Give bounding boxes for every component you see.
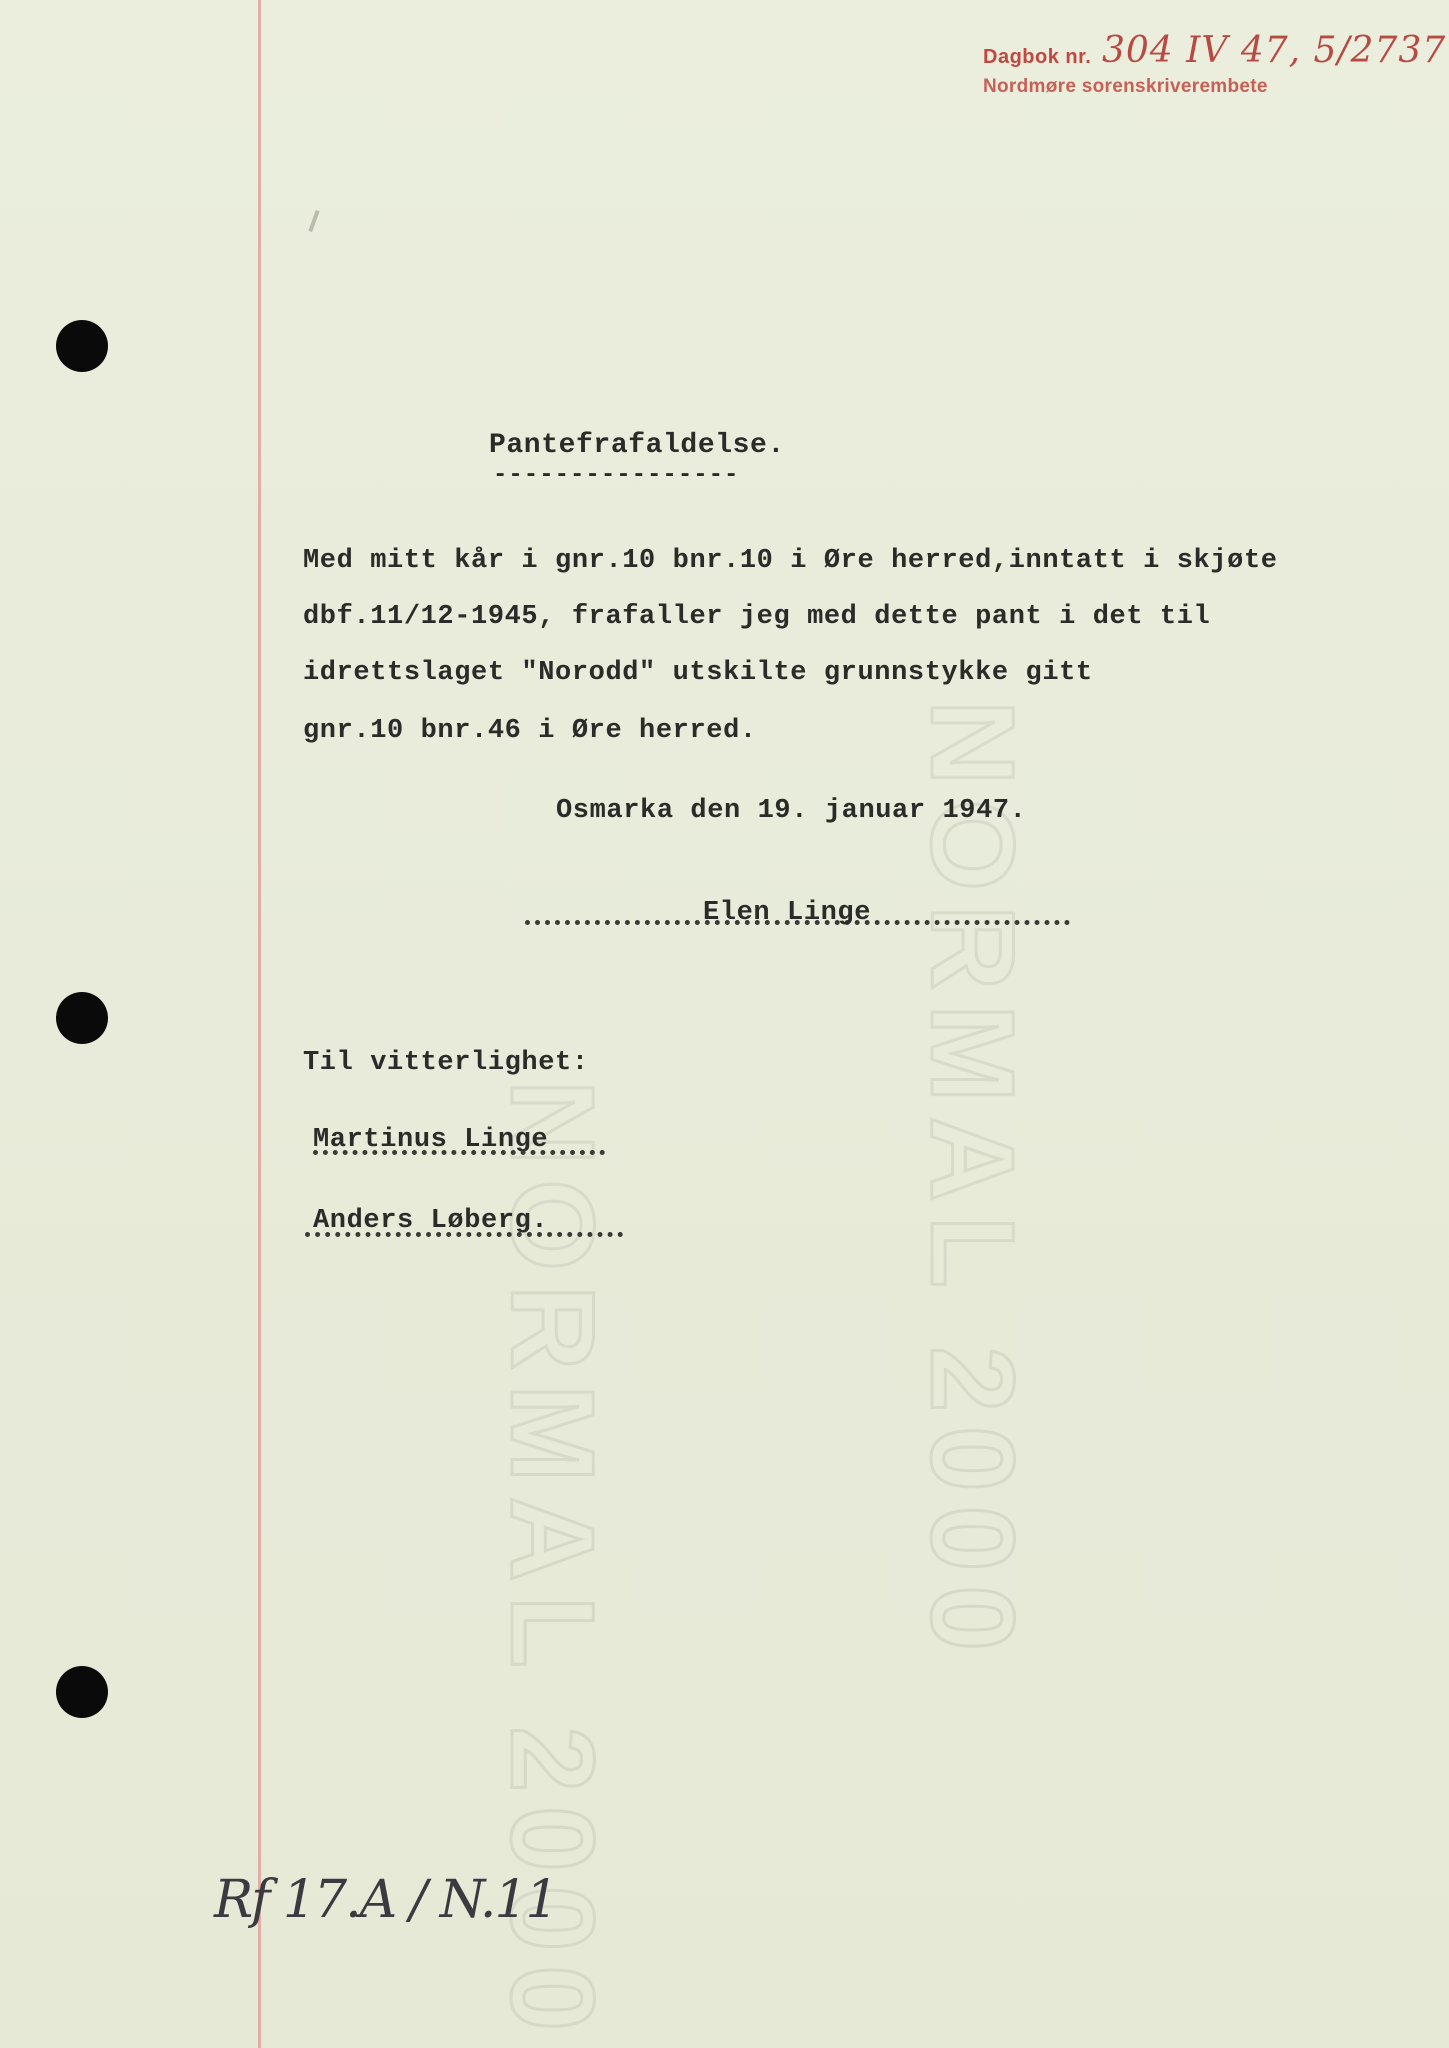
witness-name: Martinus Linge bbox=[313, 1125, 549, 1155]
registry-stamp-office: Nordmøre sorenskriverembete bbox=[983, 76, 1268, 97]
body-line: dbf.11/12-1945, frafaller jeg med dette pant i det til bbox=[303, 602, 1211, 632]
document-title: Pantefrafaldelse. bbox=[489, 430, 785, 461]
witness-signature-line bbox=[313, 1150, 605, 1155]
punch-hole bbox=[56, 1666, 108, 1718]
registry-stamp-label: Dagbok nr. bbox=[983, 46, 1092, 68]
witness-name: Anders Løberg. bbox=[313, 1206, 549, 1236]
registry-number: 304 IV 47, 5/2737 bbox=[1102, 30, 1447, 71]
margin-rule bbox=[258, 0, 261, 2048]
body-line: gnr.10 bnr.46 i Øre herred. bbox=[303, 716, 757, 746]
punch-hole bbox=[56, 992, 108, 1044]
margin-note: Rf 17.A / N.11 bbox=[214, 1870, 557, 1930]
body-line: Med mitt kår i gnr.10 bnr.10 i Øre herred,inntatt i skjøte bbox=[303, 546, 1278, 576]
watermark: NORMAL 2000 bbox=[486, 1080, 618, 2045]
signature-name: Elen Linge bbox=[703, 898, 872, 928]
body-line: idrettslaget "Norodd" utskilte grunnstykke gitt bbox=[303, 658, 1093, 688]
place-date: Osmarka den 19. januar 1947. bbox=[556, 796, 1027, 826]
watermark: NORMAL 2000 bbox=[906, 700, 1038, 1665]
title-underline: ---------------- bbox=[493, 462, 740, 489]
witness-signature-line bbox=[305, 1232, 623, 1237]
witness-heading: Til vitterlighet: bbox=[303, 1048, 589, 1078]
pencil-mark bbox=[308, 210, 319, 232]
punch-hole bbox=[56, 320, 108, 372]
